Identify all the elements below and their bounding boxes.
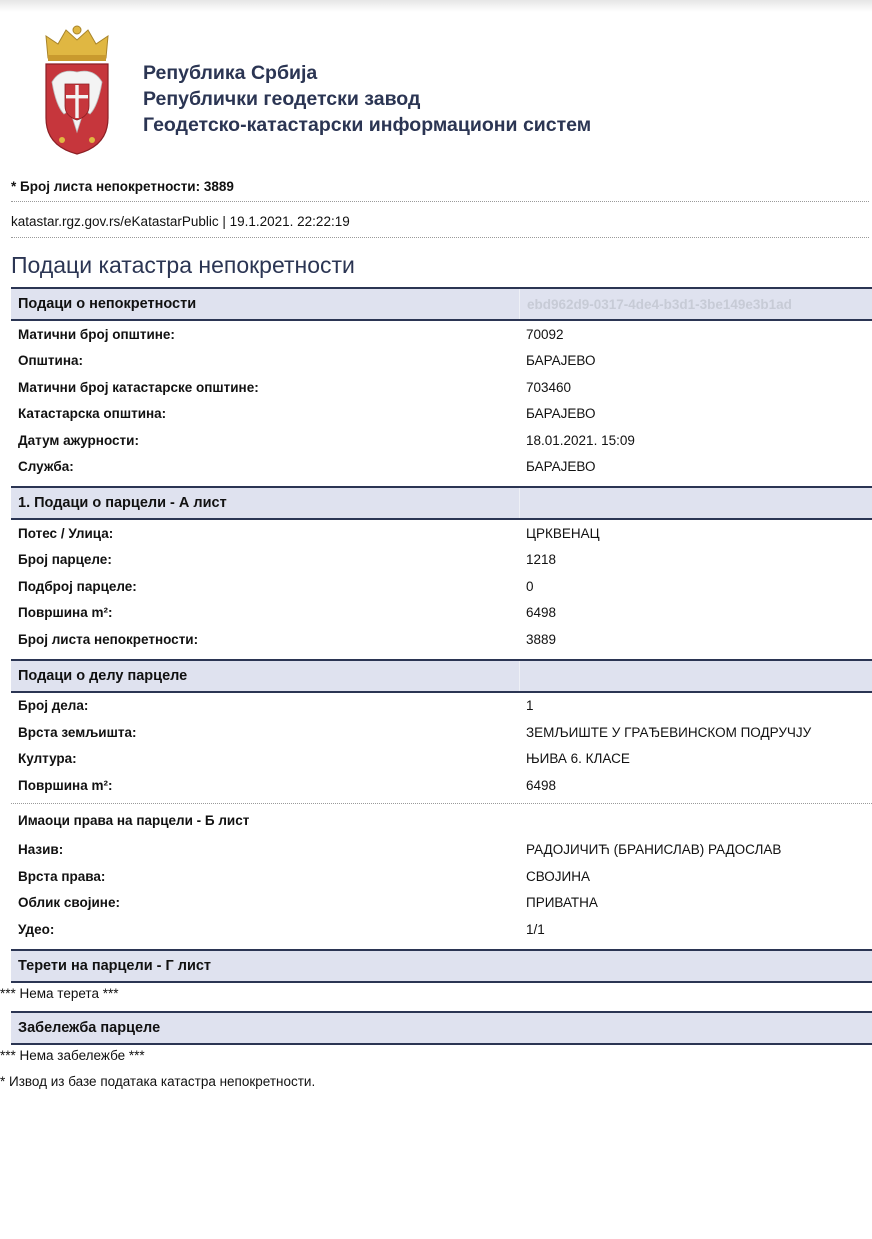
row-value: ЦРКВЕНАЦ xyxy=(526,525,600,541)
row-key: Датум ажурности: xyxy=(18,432,139,448)
parcel-rows xyxy=(11,520,872,653)
table-row xyxy=(11,427,872,454)
row-value: СВОЈИНА xyxy=(526,868,591,884)
document-header xyxy=(0,0,872,170)
section-header-owners: Имаоци права на парцели - Б лист xyxy=(11,803,872,837)
table-row xyxy=(11,520,872,547)
row-value: 1/1 xyxy=(526,921,545,937)
row-key: Служба: xyxy=(18,459,74,475)
row-key: Површина m²: xyxy=(18,605,113,621)
row-key: Број листа непокретности: xyxy=(18,631,199,647)
section-header-parcel xyxy=(11,486,872,520)
table-row xyxy=(11,401,872,428)
footnote: * Извод из базе података катастра непокретности. xyxy=(0,1074,316,1089)
row-key: Облик својине: xyxy=(18,895,120,911)
row-key: Површина m²: xyxy=(18,777,113,793)
org-line-system: Геодетско-катастарски информациони систем xyxy=(143,114,592,136)
row-value: 1 xyxy=(526,698,534,714)
row-value: 0 xyxy=(526,578,534,594)
row-value: 1218 xyxy=(526,552,557,568)
page-title: Подаци катастра непокретности xyxy=(11,252,355,278)
table-row xyxy=(11,719,872,746)
organization-block xyxy=(143,60,591,138)
row-key: Врста земљишта: xyxy=(18,724,137,740)
row-value: 3889 xyxy=(526,631,557,647)
section-title: 1. Подаци о парцели - А лист xyxy=(18,495,227,511)
table-row xyxy=(11,626,872,653)
owner-rows xyxy=(11,837,872,943)
table-row xyxy=(11,321,872,348)
table-row xyxy=(11,573,872,600)
row-key: Потес / Улица: xyxy=(18,525,114,541)
table-row xyxy=(11,348,872,375)
row-value: ПРИВАТНА xyxy=(526,895,598,911)
property-rows xyxy=(11,321,872,480)
section-header-burdens xyxy=(11,949,872,983)
cadastre-sections xyxy=(0,287,872,1097)
row-value: БАРАЈЕВО xyxy=(526,353,596,369)
row-key: Матични број општине: xyxy=(18,326,175,342)
row-value: РАДОЈИЧИЋ (БРАНИСЛАВ) РАДОСЛАВ xyxy=(526,842,782,858)
row-value: 6498 xyxy=(526,605,557,621)
row-key: Општина: xyxy=(18,353,83,369)
sheet-number: * Број листа непокретности: 3889 xyxy=(11,179,869,202)
table-row xyxy=(11,547,872,574)
table-row xyxy=(11,600,872,627)
row-key: Подброј парцеле: xyxy=(18,578,137,594)
section-title: Подаци о делу парцеле xyxy=(18,667,188,684)
table-row xyxy=(11,454,872,481)
section-header-annotations xyxy=(11,1011,872,1045)
row-key: Број парцеле: xyxy=(18,552,112,568)
table-row xyxy=(11,374,872,401)
section-title: Терети на парцели - Г лист xyxy=(18,957,212,974)
section-header-parcel-part xyxy=(11,659,872,693)
row-value: 70092 xyxy=(526,326,564,342)
row-value: 6498 xyxy=(526,777,557,793)
row-value: 703460 xyxy=(526,379,572,395)
org-line-country: Република Србија xyxy=(143,62,318,84)
section-title: Забележба парцеле xyxy=(18,1019,161,1036)
row-value: БАРАЈЕВО xyxy=(526,406,596,422)
table-row xyxy=(11,772,872,799)
burdens-note: *** Нема терета *** xyxy=(0,986,119,1001)
org-line-institute: Републички геодетски завод xyxy=(143,88,421,110)
property-id: ebd962d9-0317-4de4-b3d1-3be149e3b1ad xyxy=(519,289,872,319)
table-row xyxy=(11,890,872,917)
section-title: Подаци о непокретности xyxy=(18,296,197,312)
table-row xyxy=(11,863,872,890)
serbian-coat-of-arms-icon xyxy=(40,22,114,156)
row-key: Удео: xyxy=(18,921,55,937)
row-key: Катастарска општина: xyxy=(18,406,167,422)
table-row xyxy=(11,746,872,773)
parcel-part-rows xyxy=(11,693,872,799)
table-row xyxy=(11,837,872,864)
table-row xyxy=(11,693,872,720)
row-key: Култура: xyxy=(18,751,77,767)
row-key: Матични број катастарске општине: xyxy=(18,379,259,395)
row-key: Назив: xyxy=(18,842,64,858)
row-key: Врста права: xyxy=(18,868,106,884)
row-value: ЊИВА 6. КЛАСЕ xyxy=(526,751,630,767)
row-value: ЗЕМЉИШТЕ У ГРАЂЕВИНСКОМ ПОДРУЧЈУ xyxy=(526,724,812,740)
table-row xyxy=(11,916,872,943)
row-value: 18.01.2021. 15:09 xyxy=(526,432,635,448)
annotations-note: *** Нема забележбе *** xyxy=(0,1048,145,1063)
section-header-property xyxy=(11,287,872,321)
row-key: Број дела: xyxy=(18,698,89,714)
source-and-timestamp: katastar.rgz.gov.rs/eKatastarPublic | 19.1.2021. 22:22:19 xyxy=(11,214,869,238)
row-value: БАРАЈЕВО xyxy=(526,459,596,475)
